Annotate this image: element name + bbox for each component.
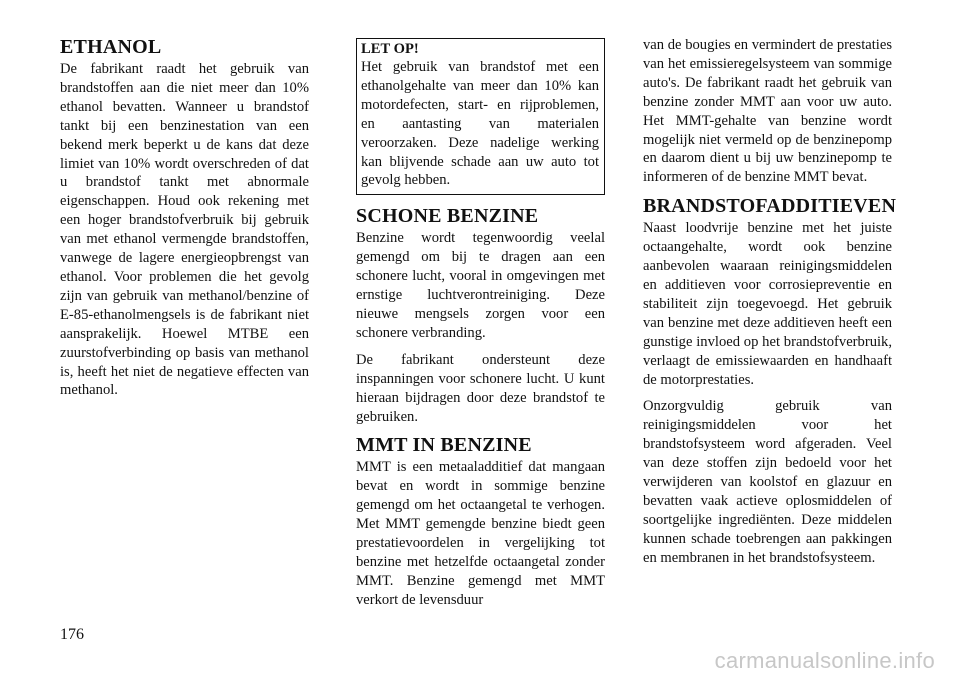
paragraph-additieven-1: Naast loodvrije benzine met het juiste octaangehalte, wordt ook benzine aanbevolen waaraan reinigingsmiddelen en additieven voor corrosiepreventie en stabiliteit zijn toegevoegd. Het gebruik van benzine met deze additieven heeft een gunstige invloed op het brandstofverbruik, verlaagt de emissiewaarden en handhaaft de motorprestaties.	[643, 220, 892, 388]
heading-ethanol: ETHANOL	[60, 36, 162, 58]
column-right	[643, 36, 897, 576]
paragraph-ethanol: De fabrikant raadt het gebruik van brandstoffen aan die niet meer dan 10% ethanol bevatten. Wanneer u brandstof tankt bij een benzinestation van een bekend merk beperkt u de kans dat deze limiet van 10% wordt overschreden of dat u brandstof tankt met abnormale eigenschappen. Houd ook rekening met een hoger brandstofverbruik bij gebruik van met ethanol vermengde brandstoffen, vanwege de lagere energieopbrengst van ethanol. Voor problemen die het gevolg zijn van gebruik van methanol/benzine of E-85-ethanolmengsels is de fabrikant niet aansprakelijk. Hoewel MTBE een zuurstofverbinding op basis van methanol is, heeft het niet de negatieve effecten van methanol.	[60, 61, 309, 399]
watermark: carmanualsonline.info	[714, 648, 935, 673]
heading-brandstofadditieven: BRANDSTOFADDITIEVEN	[643, 195, 897, 218]
heading-mmt: MMT IN BENZINE	[356, 434, 532, 457]
paragraph-mmt-continued: van de bougies en vermindert de prestaties van het emissieregelsysteem van sommige auto's. De fabrikant raadt het gebruik van benzine zonder MMT aan voor uw auto. Het MMT-gehalte van benzine wordt mogelijk niet vermeld op de benzinepomp en daarom dient u bij uw benzinepomp te informeren of de benzine MMT bevat.	[643, 37, 892, 186]
warning-box	[356, 38, 605, 195]
page-number: 176	[60, 626, 84, 643]
paragraph-additieven-2: Onzorgvuldig gebruik van reinigingsmiddelen voor het brandstofsysteem word afgeraden. Veel van deze stoffen zijn bedoeld voor het verwijderen van koolstof en glazuur en bevatten vaak actieve oplosmiddelen of soortgelijke ingrediënten. Deze middelen kunnen schade toebrengen aan pakkingen en membranen in het brandstofsysteem.	[643, 398, 892, 566]
paragraph-mmt: MMT is een metaaladditief dat mangaan bevat en wordt in sommige benzine gemengd om het octaangetal te verhogen. Met MMT gemengde benzine biedt geen prestatievoordelen in vergelijking tot benzine met hetzelfde octaangetal zonder MMT. Benzine gemengd met MMT verkort de levensduur	[356, 459, 605, 608]
heading-schone-benzine: SCHONE BENZINE	[356, 205, 539, 228]
paragraph-schone-benzine-2: De fabrikant ondersteunt deze inspanningen voor schonere lucht. U kunt hieraan bijdragen door deze brandstof te gebruiken.	[356, 351, 605, 425]
warning-text: Het gebruik van brandstof met een ethanolgehalte van meer dan 10% kan motordefecten, start- en rijproblemen, en aantasting van materialen veroorzaken. Deze nadelige werking kan blijvende schade aan uw auto tot gevolg hebben.	[361, 59, 599, 189]
column-left	[60, 36, 309, 408]
column-middle	[356, 36, 605, 618]
warning-title: LET OP!	[361, 41, 419, 57]
paragraph-schone-benzine-1: Benzine wordt tegenwoordig veelal gemengd om bij te dragen aan een schonere lucht, vooral in omgevingen met ernstige luchtverontreiniging. Deze nieuwe mengsels zorgen voor een schonere verbranding.	[356, 230, 605, 341]
